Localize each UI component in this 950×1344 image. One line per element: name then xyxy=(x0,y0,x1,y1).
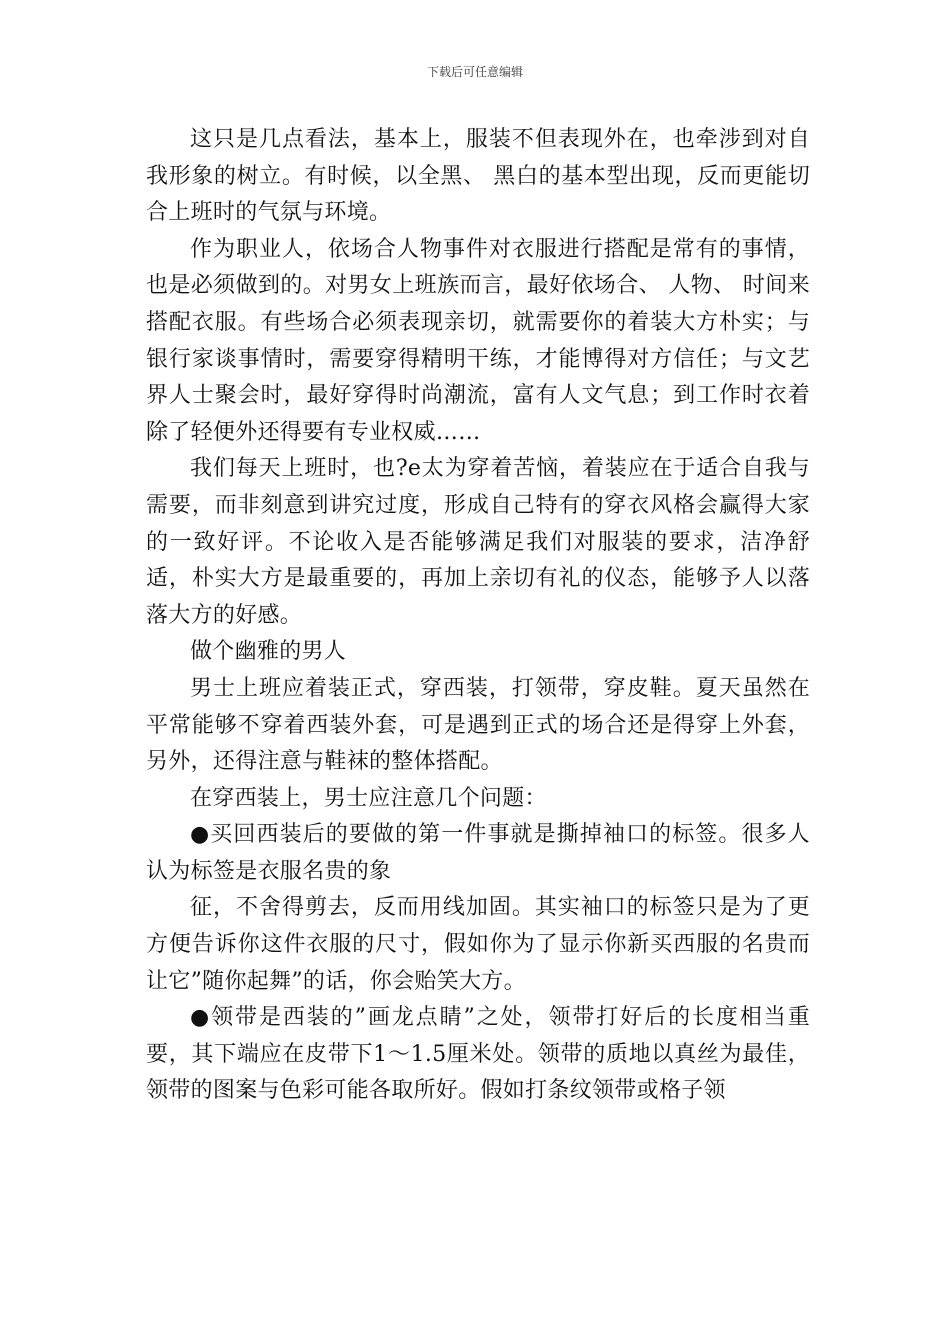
bullet-paragraph: ●领带是西装的”画龙点睛”之处，领带打好后的长度相当重要，其下端应在皮带下1～1.5厘米处。领带的质地以真丝为最佳，领带的图案与色彩可能各取所好。假如打条纹领带或格子领 xyxy=(146,1005,810,1104)
paragraph: 男士上班应着装正式，穿西装，打领带，穿皮鞋。夏天虽然在平常能够不穿着西装外套，可是遇到正式的场合还是得穿上外套，另外，还得注意与鞋袜的整体搭配。 xyxy=(146,675,810,775)
paragraph: 我们每天上班时，也?e太为穿着苦恼，着装应在于适合自我与需要，而非刻意到讲究过度，形成自己特有的穿衣风格会赢得大家的一致好评。不论收入是否能够满足我们对服装的要求，洁净舒适，朴实大方是最重要的，再加上亲切有礼的仪态，能够予人以落落大方的好感。 xyxy=(146,456,810,628)
bullet-paragraph: ●买回西装后的要做的第一件事就是撕掉袖口的标签。很多人认为标签是衣服名贵的象 xyxy=(146,822,810,884)
page-header: 下载后可任意编辑 xyxy=(426,65,523,79)
document-body xyxy=(146,122,810,1110)
paragraph: 这只是几点看法，基本上，服装不但表现外在，也牵涉到对自我形象的树立。有时候，以全黑、 黑白的基本型出现，反而更能切合上班时的气氛与环境。 xyxy=(146,127,810,226)
paragraph: 征，不舍得剪去，反而用线加固。其实袖口的标签只是为了更方便告诉你这件衣服的尺寸，假如你为了显示你新买西服的名贵而让它”随你起舞”的话，你会贻笑大方。 xyxy=(146,895,810,994)
paragraph: 作为职业人，依场合人物事件对衣服进行搭配是常有的事情，也是必须做到的。对男女上班族而言，最好依场合、 人物、 时间来搭配衣服。有些场合必须表现亲切，就需要你的着装大方朴实；与银行家谈事情时，需要穿得精明干练，才能博得对方信任；与文艺界人士聚会时，最好穿得时尚潮流，富有人文气息；到工作时衣着除了轻便外还得要有专业权威…… xyxy=(146,236,810,445)
section-heading: 做个幽雅的男人 xyxy=(190,639,347,665)
paragraph: 在穿西装上，男士应注意几个问题： xyxy=(190,785,547,811)
